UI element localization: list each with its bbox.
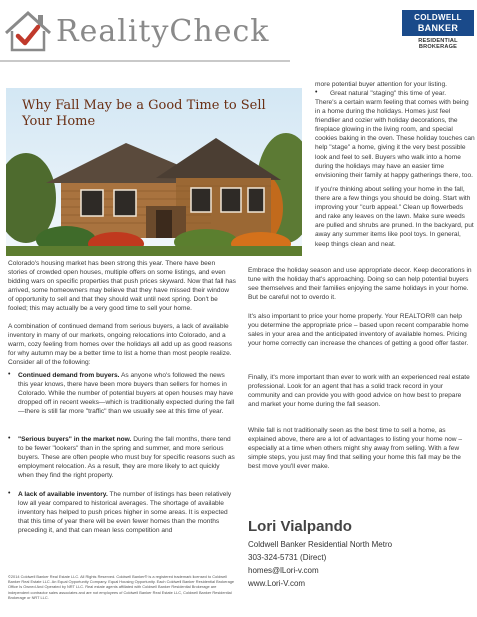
combo-paragraph: A combination of continued demand from serious buyers, a lack of available inventory in many of our markets, ongoing relocations into Colorado, and a warm, cozy feeling from homes over the holidays all add up as good reasons for why autumn may be a better time to list a home than most people realize. Consider all of the following: bbox=[8, 323, 232, 367]
header-rule bbox=[0, 60, 290, 62]
curb-appeal-paragraph: If you're thinking about selling your home in the fall, there are a few things you should be doing. Start with improving your "curb appeal." Clean up flowerbeds and rake any leaves on the lawn. Make sure weeds are pulled and shrubs are pruned. In the backyard, put away any summer items like pool toys. In general, keep things clean and neat. bbox=[315, 186, 474, 248]
agent-phone: 303-324-5731 (Direct) bbox=[248, 553, 327, 562]
bullet-text: The number of listings has been relatively low all year compared to historical averages. The shortage of available inventory has helped to push prices higher in some areas. It is expected that this time of year there will be even fewer homes than the months preceding it, and that can mean less competition and bbox=[18, 491, 232, 535]
agent-company: Coldwell Banker Residential North Metro bbox=[248, 540, 393, 549]
bullet-title: Continued demand from buyers. bbox=[18, 372, 120, 379]
logo-subtitle: RESIDENTIAL BROKERAGE bbox=[418, 38, 458, 50]
brand-title: RealityCheck bbox=[56, 14, 270, 49]
bullet-serious-buyers bbox=[18, 435, 236, 480]
hero-caption: Why Fall May be a Good Time to Sell Your Home bbox=[22, 98, 266, 129]
conclusion-paragraph: While fall is not traditionally seen as the best time to sell a home, as explained above, there are a lot of advantages to listing your home now – especially at a time when others might shy away from selling. With a few simple steps, you just may find that selling your home this fall may be the best move you'll ever make. bbox=[248, 427, 463, 471]
bullet-natural-staging-title: Great natural "staging" this time of year. bbox=[330, 90, 447, 97]
agent-advice-paragraph: Finally, it's more important than ever to work with an experienced real estate professional. Look for an agent that has a solid track record in your community and can provide you with good advice on how best to prepare and market your home during the fall season. bbox=[248, 374, 470, 409]
agent-name: Lori Vialpando bbox=[248, 518, 352, 535]
bullet-marker: • bbox=[8, 435, 11, 442]
right-continuation: more potential buyer attention for your listing. bbox=[315, 81, 447, 88]
bullet-marker: • bbox=[315, 89, 318, 96]
bullet-lack-of-inventory bbox=[18, 490, 236, 535]
legal-footer: ©2014 Coldwell Banker Real Estate LLC. All Rights Reserved. Coldwell Banker® is a registered trademark licensed to Coldwell Banker Real Estate LLC. An Equal Opportunity Company. Equal Housing Opportunity. Each Coldwell Banker Residential Brokerage Office Is Owned And Operated by NRT LLC. Real estate agents affiliated with Coldwell Banker Residential Brokerage are independent contractor sales associates and are not employees of Coldwell Banker Real Estate LLC, Coldwell Banker Residential Brokerage or NRT LLC. bbox=[8, 574, 235, 600]
bullet-continued-demand bbox=[18, 371, 236, 416]
bullet-title: "Serious buyers" in the market now. bbox=[18, 436, 132, 443]
holiday-decor-paragraph: Embrace the holiday season and use appropriate decor. Keep decorations in tune with the holiday that's approaching. Doing so can help potential buyers see themselves and their families enjoying the same holidays in your home. But be careful not to overdo it. bbox=[248, 267, 472, 302]
bullet-text: As anyone who's followed the news this year knows, there have been more buyers than sellers for homes in Colorado. While the number of potential buyers at open houses may have dropped off in recent weeks—which is traditionally expected during the fall—there is still far more "traffic" than we usually see at this time of year. bbox=[18, 372, 235, 416]
agent-email[interactable]: homes@lLori-v.com bbox=[248, 566, 319, 575]
pricing-paragraph: It's also important to price your home properly. Your REALTOR® can help you determine the appropriate price – based upon recent comparable home sales in your area and the anticipated inventory of available homes. Pricing your home correctly can increase the chances of getting a good offer faster. bbox=[248, 313, 469, 348]
bullet-natural-staging-text: There's a certain warm feeling that comes with being in a home during the holidays. Homes just feel friendlier and cozier with holiday decorations, the fireplace glowing in the living room, and special cookies baking in the oven. These holiday touches can help "stage" a home, giving it the very best possible look and feel to sell. Buyers who walk into a home during the holidays may have an easier time envisioning their family at happy gatherings there, too. bbox=[315, 99, 475, 179]
logo-box bbox=[402, 10, 474, 36]
hero-image bbox=[6, 88, 302, 256]
house-logo-icon bbox=[3, 9, 53, 53]
bullet-marker: • bbox=[8, 490, 11, 497]
logo-line2: BANKER bbox=[417, 23, 459, 33]
bullet-text: During the fall months, there tend to be fewer "lookers" than in the spring and summer, and more serious buyers. These are often people who must buy for specific reasons such as employment relocation. As a result, they are more likely to act quickly when they find the right property. bbox=[18, 436, 235, 480]
bullet-marker: • bbox=[8, 371, 11, 378]
coldwell-banker-logo bbox=[402, 10, 474, 48]
intro-paragraph: Colorado's housing market has been strong this year. There have been stories of crowded open houses, multiple offers on some listings, and even bidding wars on specific properties that push prices skyward. Now that fall has arrived, some homeowners may believe that they have missed their window of opportunity to sell and that they should wait until next spring. Don't be fooled; this may actually be a very good time to sell your home. bbox=[8, 260, 236, 313]
bullet-title: A lack of available inventory. bbox=[18, 491, 108, 498]
header bbox=[0, 0, 477, 62]
logo-line1: COLDWELL bbox=[414, 13, 462, 22]
agent-website[interactable]: www.Lori-V.com bbox=[248, 579, 306, 588]
